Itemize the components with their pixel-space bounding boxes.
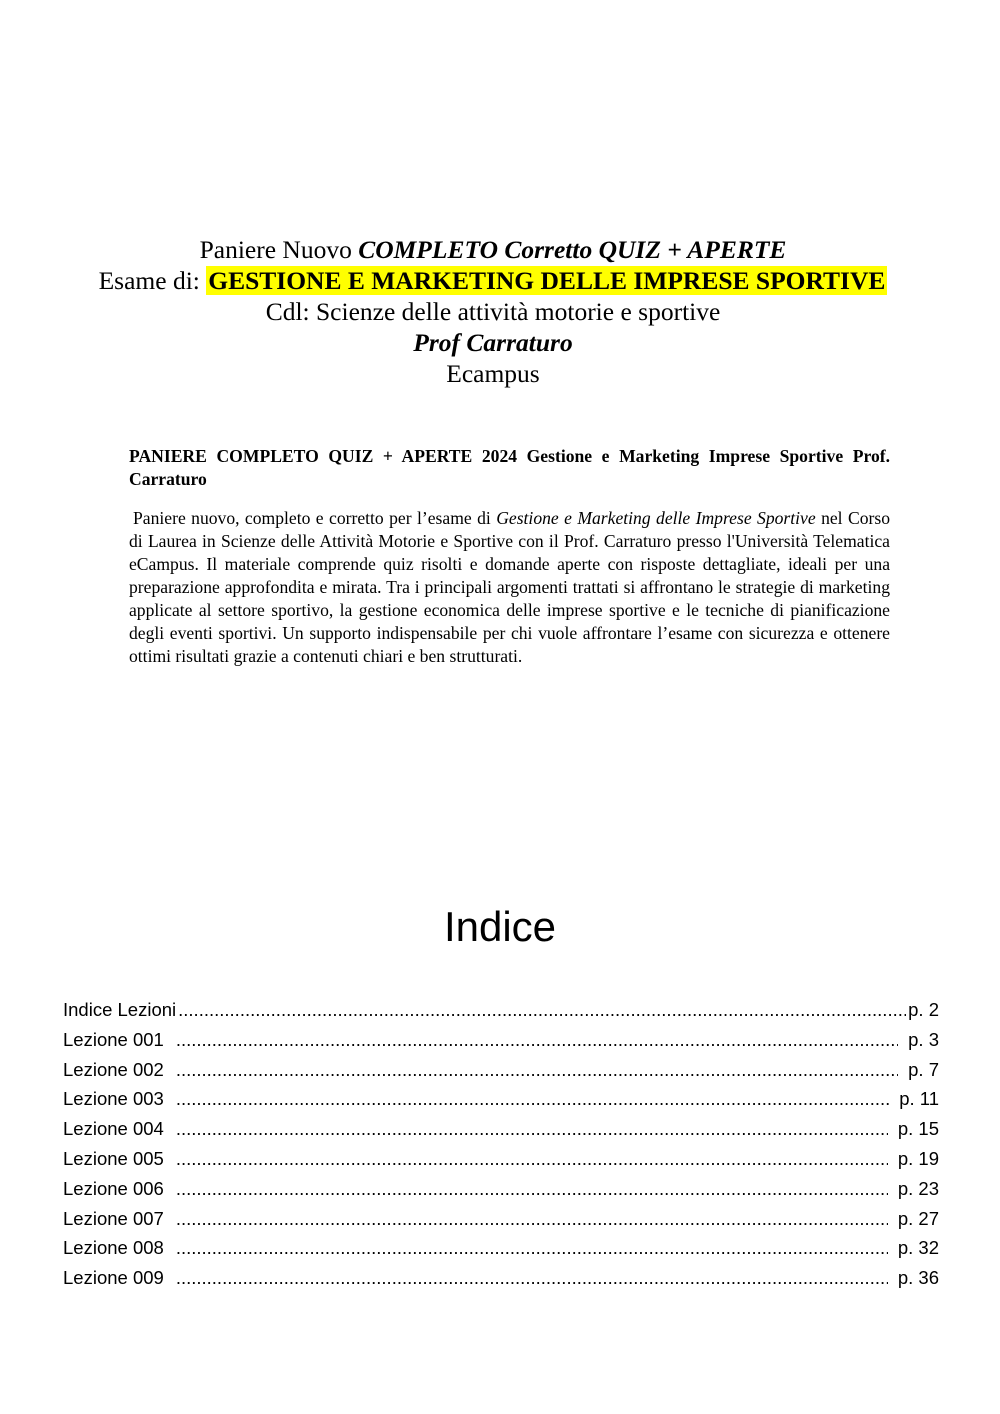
toc-entry-label: Indice Lezioni xyxy=(63,999,177,1020)
summary-body-course-name: Gestione e Marketing delle Imprese Sportive xyxy=(496,508,816,528)
toc-entry-label: Lezione 002 xyxy=(63,1058,164,1080)
toc-dot-leader xyxy=(176,1114,888,1144)
title-line-1-emphasis: COMPLETO Corretto QUIZ + APERTE xyxy=(358,235,787,264)
toc-entry-page: p. 19 xyxy=(897,1147,939,1169)
toc-entry[interactable] xyxy=(63,1055,939,1085)
toc-entry-page: p. 36 xyxy=(897,1267,939,1289)
toc-entry-page: p. 15 xyxy=(897,1118,939,1140)
toc-entry-label: Lezione 004 xyxy=(63,1118,164,1140)
toc-entry-page: p. 27 xyxy=(897,1207,939,1229)
toc-entry-label: Lezione 003 xyxy=(63,1088,164,1110)
toc-entry-label: Lezione 007 xyxy=(63,1207,164,1229)
summary-section xyxy=(129,445,890,668)
professor-line: Prof Carraturo xyxy=(413,328,573,357)
toc-dot-leader xyxy=(176,1233,888,1263)
index-title: Indice xyxy=(443,903,557,950)
toc-entry[interactable] xyxy=(63,1144,939,1174)
toc-entry-label: Lezione 008 xyxy=(63,1237,164,1259)
toc-dot-leader xyxy=(176,1055,898,1085)
toc-entry-page: p. 2 xyxy=(908,999,939,1020)
toc-entry-page: p. 3 xyxy=(908,1028,939,1050)
degree-course-line: Cdl: Scienze delle attività motorie e sportive xyxy=(265,297,721,326)
summary-heading: PANIERE COMPLETO QUIZ + APERTE 2024 Gestione e Marketing Imprese Sportive Prof. Carraturo xyxy=(129,446,890,489)
toc-entry-page: p. 7 xyxy=(908,1058,939,1080)
summary-body-part-1: Paniere nuovo, completo e corretto per l’esame di xyxy=(133,508,497,528)
toc-entry-label: Lezione 009 xyxy=(63,1267,164,1289)
toc-dot-leader xyxy=(176,1204,888,1234)
toc-entry[interactable] xyxy=(63,1263,939,1293)
toc-entry-label: Lezione 006 xyxy=(63,1177,164,1199)
toc-entry[interactable] xyxy=(63,995,939,1025)
exam-name-highlight: GESTIONE E MARKETING DELLE IMPRESE SPORTIVE xyxy=(208,266,886,295)
toc-entry[interactable] xyxy=(63,1204,939,1234)
toc-entry-label: Lezione 001 xyxy=(63,1028,164,1050)
table-of-contents xyxy=(63,995,939,1293)
toc-dot-leader xyxy=(176,1263,888,1293)
toc-entry[interactable] xyxy=(63,1025,939,1055)
toc-entry-page: p. 32 xyxy=(897,1237,939,1259)
title-line-2 xyxy=(0,265,986,296)
university-line: Ecampus xyxy=(446,359,540,388)
toc-dot-leader xyxy=(178,995,906,1025)
toc-dot-leader xyxy=(176,1025,898,1055)
exam-prefix: Esame di: xyxy=(98,266,207,295)
toc-entry[interactable] xyxy=(63,1174,939,1204)
toc-dot-leader xyxy=(176,1174,888,1204)
toc-dot-leader xyxy=(176,1144,888,1174)
title-line-1 xyxy=(0,234,986,265)
toc-entry[interactable] xyxy=(63,1114,939,1144)
toc-entry-page: p. 23 xyxy=(897,1177,939,1199)
toc-entry-label: Lezione 005 xyxy=(63,1147,164,1169)
summary-body-part-2: nel Corso di Laurea in Scienze delle Attività Motorie e Sportive con il Prof. Carraturo presso l'Università Telematica eCampus. Il materiale comprende quiz risolti e domande aperte con risposte dettagliate, ideali per una preparazione approfondita e mirata. Tra i principali argomenti trattati si affrontano le strategie di marketing applicate al settore sportivo, la gestione economica delle imprese sportive e le tecniche di pianificazione degli eventi sportivi. Un supporto indispensabile per chi vuole affrontare l’esame con sicurezza e ottenere ottimi risultati grazie a contenuti chiari e ben strutturati. xyxy=(129,508,890,666)
summary-body xyxy=(129,507,890,668)
document-title-block xyxy=(0,234,986,389)
toc-dot-leader xyxy=(176,1084,889,1114)
toc-entry-page: p. 11 xyxy=(899,1088,939,1110)
toc-entry[interactable] xyxy=(63,1084,939,1114)
title-line-1-plain: Paniere Nuovo xyxy=(199,235,359,264)
toc-entry[interactable] xyxy=(63,1233,939,1263)
